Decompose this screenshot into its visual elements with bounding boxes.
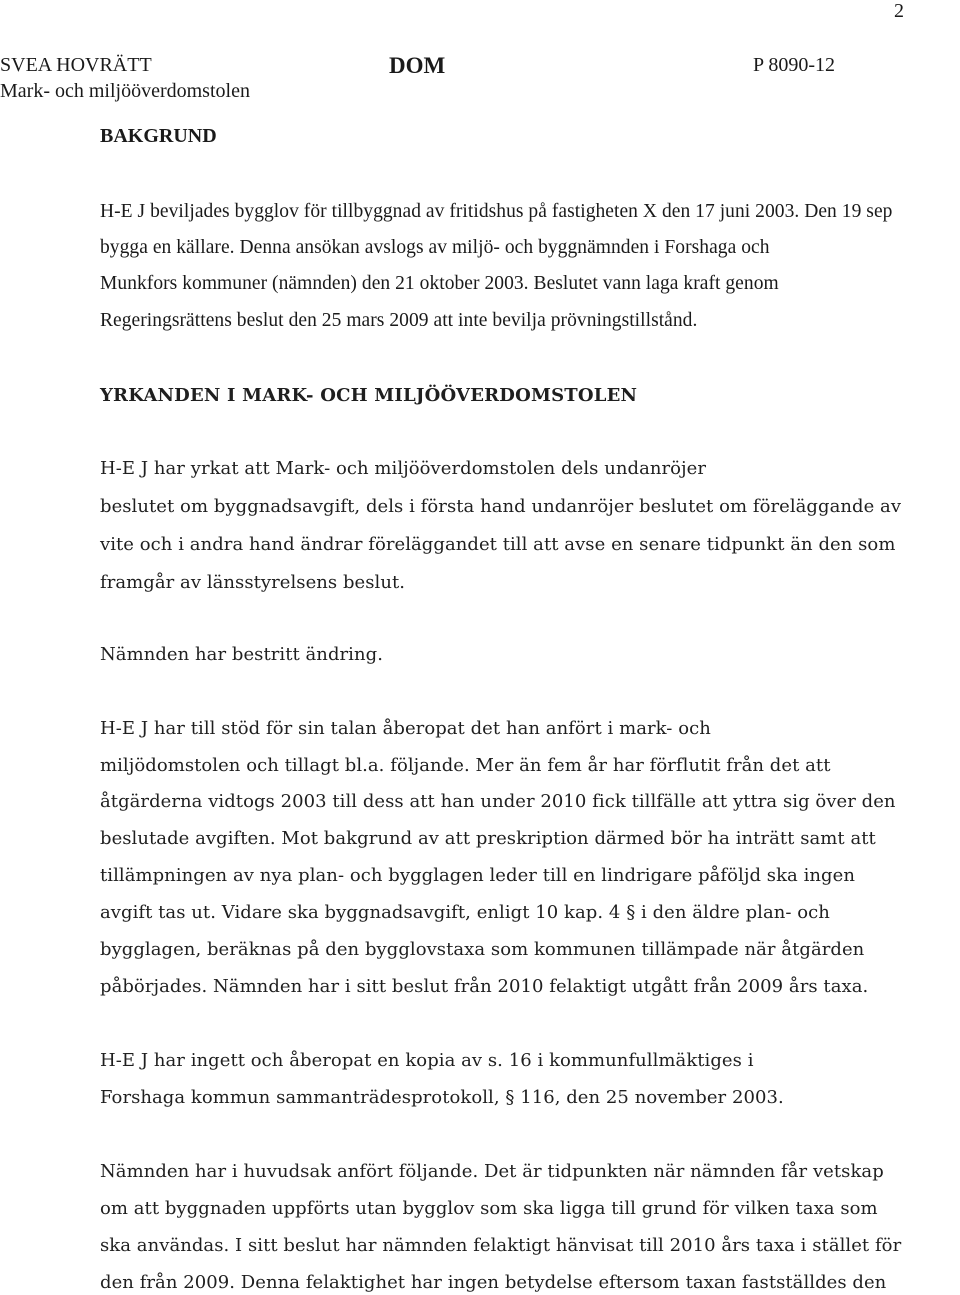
section-heading-bakgrund: BAKGRUND bbox=[100, 125, 217, 147]
yrkanden-para4-line: H-E J har ingett och åberopat en kopia av s. 16 i kommunfullmäktiges i bbox=[100, 1050, 754, 1071]
section-heading-yrkanden: YRKANDEN I MARK- OCH MILJÖÖVERDOMSTOLEN bbox=[100, 385, 638, 406]
yrkanden-para1-line: beslutet om byggnadsavgift, dels i första hand undanröjer beslutet om föreläggande av bbox=[100, 496, 902, 517]
bakgrund-line: Munkfors kommuner (nämnden) den 21 oktober 2003. Beslutet vann laga kraft genom bbox=[100, 273, 779, 294]
yrkanden-para5-line: ska användas. I sitt beslut har nämnden felaktigt hänvisat till 2010 års taxa i stället för bbox=[100, 1235, 902, 1256]
yrkanden-para3-line: H-E J har till stöd för sin talan åberopat det han anfört i mark- och bbox=[100, 718, 711, 739]
yrkanden-para1-line: framgår av länsstyrelsens beslut. bbox=[100, 572, 406, 593]
bakgrund-line: Regeringsrättens beslut den 25 mars 2009 att inte bevilja prövningstillstånd. bbox=[100, 310, 698, 331]
bakgrund-line: H-E J beviljades bygglov för tillbyggnad av fritidshus på fastigheten X den 17 juni 2003. Den 19 sep bbox=[100, 201, 893, 222]
para3-segment: Mer än fem år har förflutit från det att bbox=[475, 755, 831, 776]
yrkanden-para5-line: den från 2009. Denna felaktighet har ingen betydelse eftersom taxan fastställdes den bbox=[100, 1272, 887, 1293]
yrkanden-para5-line: om att byggnaden uppförts utan bygglov som ska ligga till grund för vilken taxa som bbox=[100, 1198, 878, 1219]
yrkanden-para4-line: Forshaga kommun sammanträdesprotokoll, § 116, den 25 november 2003. bbox=[100, 1087, 784, 1108]
para3-segment: miljödomstolen och tillagt bl.a. följande. bbox=[100, 755, 476, 776]
yrkanden-para3-line: bygglagen, beräknas på den bygglovstaxa som kommunen tillämpade när åtgärden bbox=[100, 939, 865, 960]
yrkanden-para3-line: åtgärderna vidtogs 2003 till dess att han under 2010 fick tillfälle att yttra sig över den bbox=[100, 791, 896, 812]
yrkanden-para1-line: H-E J har yrkat att Mark- och miljööverdomstolen dels undanröjer bbox=[100, 458, 707, 479]
yrkanden-para5-line: Nämnden har i huvudsak anfört följande. Det är tidpunkten när nämnden får vetskap bbox=[100, 1161, 884, 1182]
document-type: DOM bbox=[389, 53, 446, 78]
yrkanden-para3-line bbox=[100, 755, 830, 776]
page-number: 2 bbox=[894, 0, 904, 22]
yrkanden-para3-line: avgift tas ut. Vidare ska byggnadsavgift, enligt 10 kap. 4 § i den äldre plan- och bbox=[100, 902, 830, 923]
case-number: P 8090-12 bbox=[753, 54, 836, 76]
yrkanden-para3-line: beslutade avgiften. Mot bakgrund av att preskription därmed bör ha inträtt samt att bbox=[100, 828, 876, 849]
yrkanden-para2: Nämnden har bestritt ändring. bbox=[100, 644, 383, 665]
yrkanden-para3-line: påbörjades. Nämnden har i sitt beslut från 2010 felaktigt utgått från 2009 års taxa. bbox=[100, 976, 869, 997]
header-left bbox=[0, 52, 250, 104]
yrkanden-para3-line: tillämpningen av nya plan- och bygglagen leder till en lindrigare påföljd ska ingen bbox=[100, 865, 855, 886]
bakgrund-line: bygga en källare. Denna ansökan avslogs av miljö- och byggnämnden i Forshaga och bbox=[100, 237, 770, 258]
court-name: SVEA HOVRÄTT bbox=[0, 54, 152, 76]
court-division: Mark- och miljööverdomstolen bbox=[0, 80, 250, 102]
yrkanden-para1-line: vite och i andra hand ändrar föreläggandet till att avse en senare tidpunkt än den som bbox=[100, 534, 896, 555]
